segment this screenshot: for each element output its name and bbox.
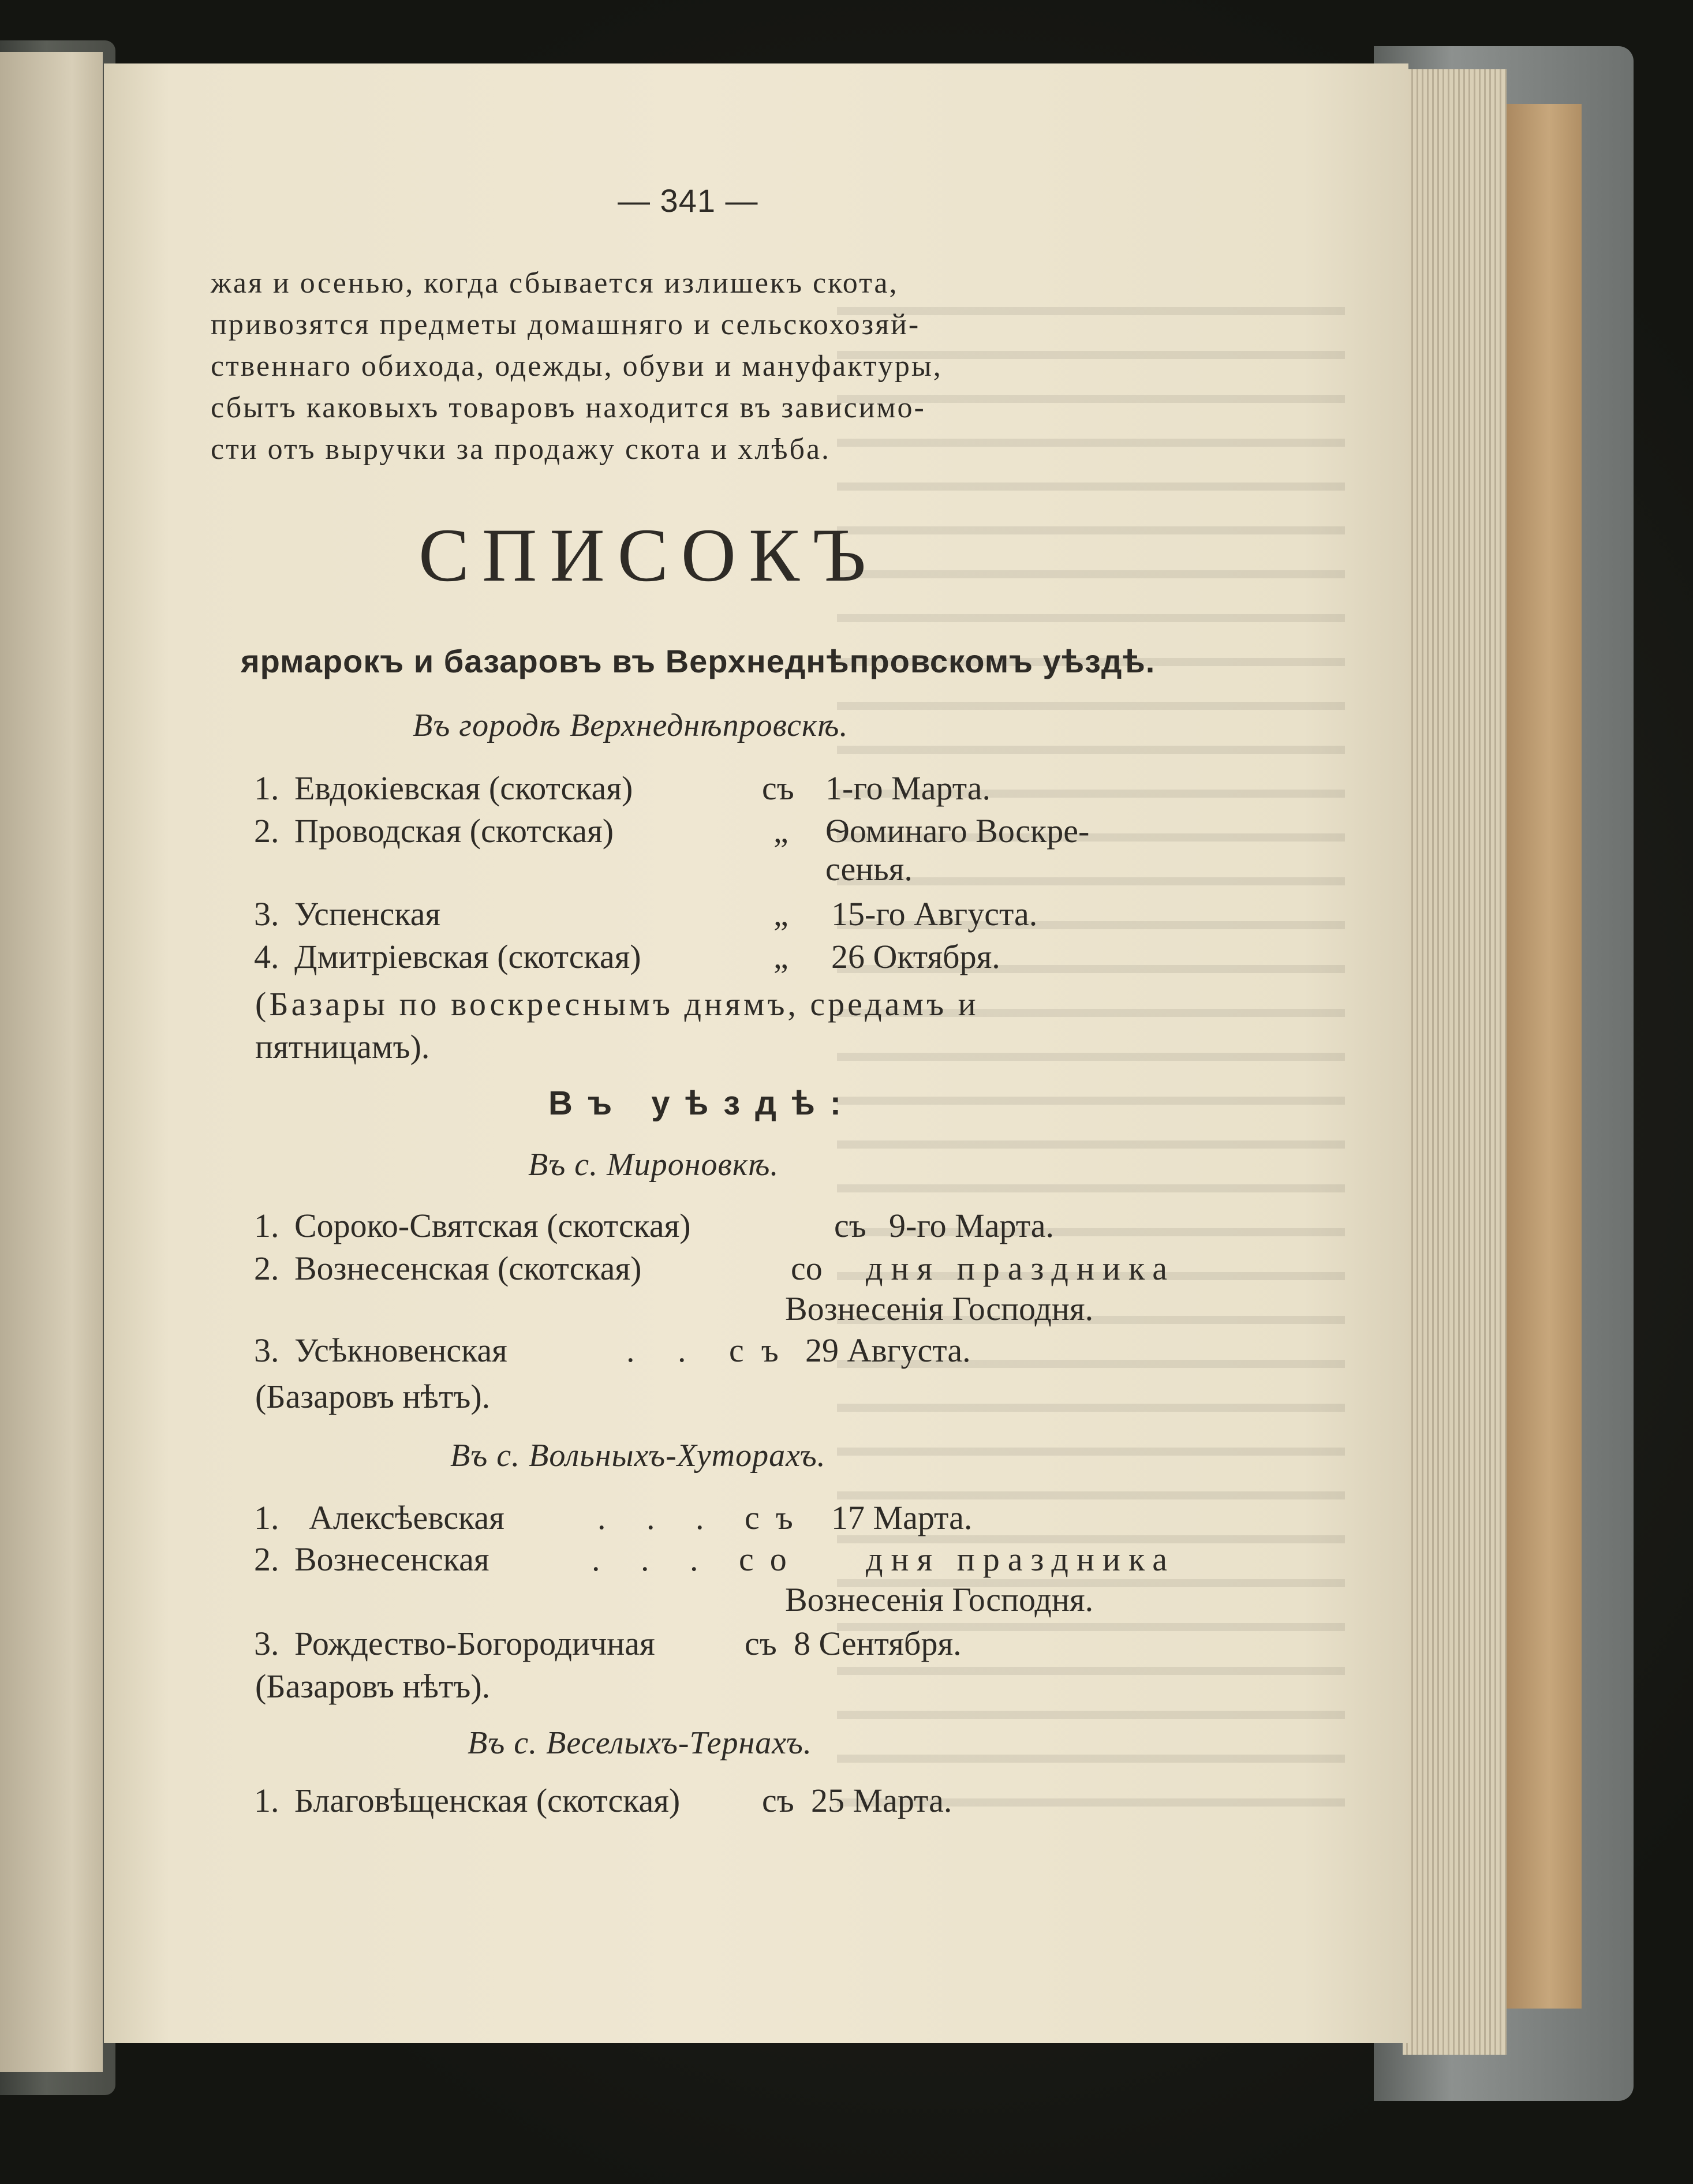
item-number: 2. (254, 1540, 279, 1578)
section-heading: Въ с. Вольныхъ-Хуторахъ. (450, 1438, 826, 1474)
item-mark: „ (773, 938, 788, 975)
item-fair-name: Благовѣщенская (скотская) (294, 1782, 681, 1819)
item-mark: съ (762, 769, 794, 807)
section-heading: Въ с. Веселыхъ-Тернахъ. (468, 1725, 812, 1761)
intro-line: ственнаго обихода, одежды, обуви и мануфактуры, (211, 350, 943, 383)
item-date: дня праздника (866, 1250, 1176, 1287)
item-fair-name: Сороко-Святская (скотская) (294, 1207, 691, 1244)
intro-line: сбытъ каковыхъ товаровъ находится въ зависимо- (211, 391, 926, 424)
item-fair-name: Вознесенская (скотская) (294, 1250, 642, 1287)
item-date: Ѳоминаго Воскре- (825, 812, 1090, 850)
market-note: (Базаровъ нѣтъ). (255, 1667, 491, 1705)
item-mark: со (791, 1250, 823, 1287)
district-heading: Въ уѣздѣ: (548, 1084, 857, 1122)
item-date: 26 Октября. (831, 938, 1000, 975)
item-number: 1. (254, 769, 279, 807)
item-date: 8 Сентября. (794, 1625, 962, 1662)
item-date-continued: Вознесенія Господня. (785, 1581, 1094, 1618)
item-fair-name: Дмитріевская (скотская) (294, 938, 641, 975)
item-number: 1. (254, 1499, 279, 1536)
item-mark: съ (762, 1782, 794, 1819)
item-date-continued: сенья. (825, 850, 913, 888)
item-mark: . . съ (626, 1332, 796, 1369)
list-subtitle: ярмарокъ и базаровъ въ Верхнеднѣпровскомъ уѣздѣ. (241, 643, 1156, 679)
item-fair-name: Усѣкновенская (294, 1332, 507, 1369)
market-note: (Базаровъ нѣтъ). (255, 1378, 491, 1415)
list-title: СПИСОКЪ (418, 513, 879, 597)
item-fair-name: Проводская (скотская) (294, 812, 614, 850)
page-stack-edges (1403, 69, 1507, 2055)
item-date: 17 Марта. (831, 1499, 973, 1536)
item-mark: съ (834, 1207, 866, 1244)
intro-line: жая и осенью, когда сбывается излишекъ скота, (211, 267, 899, 300)
right-inner-board (1501, 104, 1582, 2009)
item-mark: съ (745, 1625, 777, 1662)
item-fair-name: Успенская (294, 895, 441, 933)
item-number: 3. (254, 1625, 279, 1662)
market-note: пятницамъ). (255, 1028, 430, 1065)
item-fair-name: Евдокіевская (скотская) (294, 769, 633, 807)
item-number: 2. (254, 1250, 279, 1287)
item-number: 3. (254, 895, 279, 933)
item-mark: . . . со (592, 1540, 803, 1578)
market-note: (Базары по воскреснымъ днямъ, средамъ и (255, 985, 979, 1023)
page-number: — 341 — (618, 182, 758, 219)
item-mark: . . . съ (597, 1499, 809, 1536)
section-heading: Въ городѣ Верхнеднѣпровскѣ. (413, 708, 849, 743)
left-page-edge (0, 52, 103, 2072)
item-fair-name: Рождество-Богородичная (294, 1625, 655, 1662)
item-date-continued: Вознесенія Господня. (785, 1290, 1094, 1327)
intro-line: привозятся предметы домашняго и сельскохозяй- (211, 308, 921, 341)
item-date: 9-го Марта. (889, 1207, 1055, 1244)
item-date: 1-го Марта. (825, 769, 991, 807)
item-mark: „ (773, 895, 788, 933)
item-number: 3. (254, 1332, 279, 1369)
section-heading: Въ с. Мироновкѣ. (528, 1147, 779, 1183)
item-number: 1. (254, 1782, 279, 1819)
item-mark: „ (773, 812, 788, 850)
item-date: дня праздника (866, 1540, 1176, 1578)
item-number: 4. (254, 938, 279, 975)
intro-line: сти отъ выручки за продажу скота и хлѣба. (211, 433, 831, 466)
item-fair-name: Вознесенская (294, 1540, 489, 1578)
item-number: 2. (254, 812, 279, 850)
item-fair-name: Алексѣевская (309, 1499, 504, 1536)
book-page (104, 63, 1408, 2043)
item-date: 25 Марта. (811, 1782, 952, 1819)
item-number: 1. (254, 1207, 279, 1244)
item-date: 29 Августа. (805, 1332, 971, 1369)
item-date: 15-го Августа. (831, 895, 1038, 933)
